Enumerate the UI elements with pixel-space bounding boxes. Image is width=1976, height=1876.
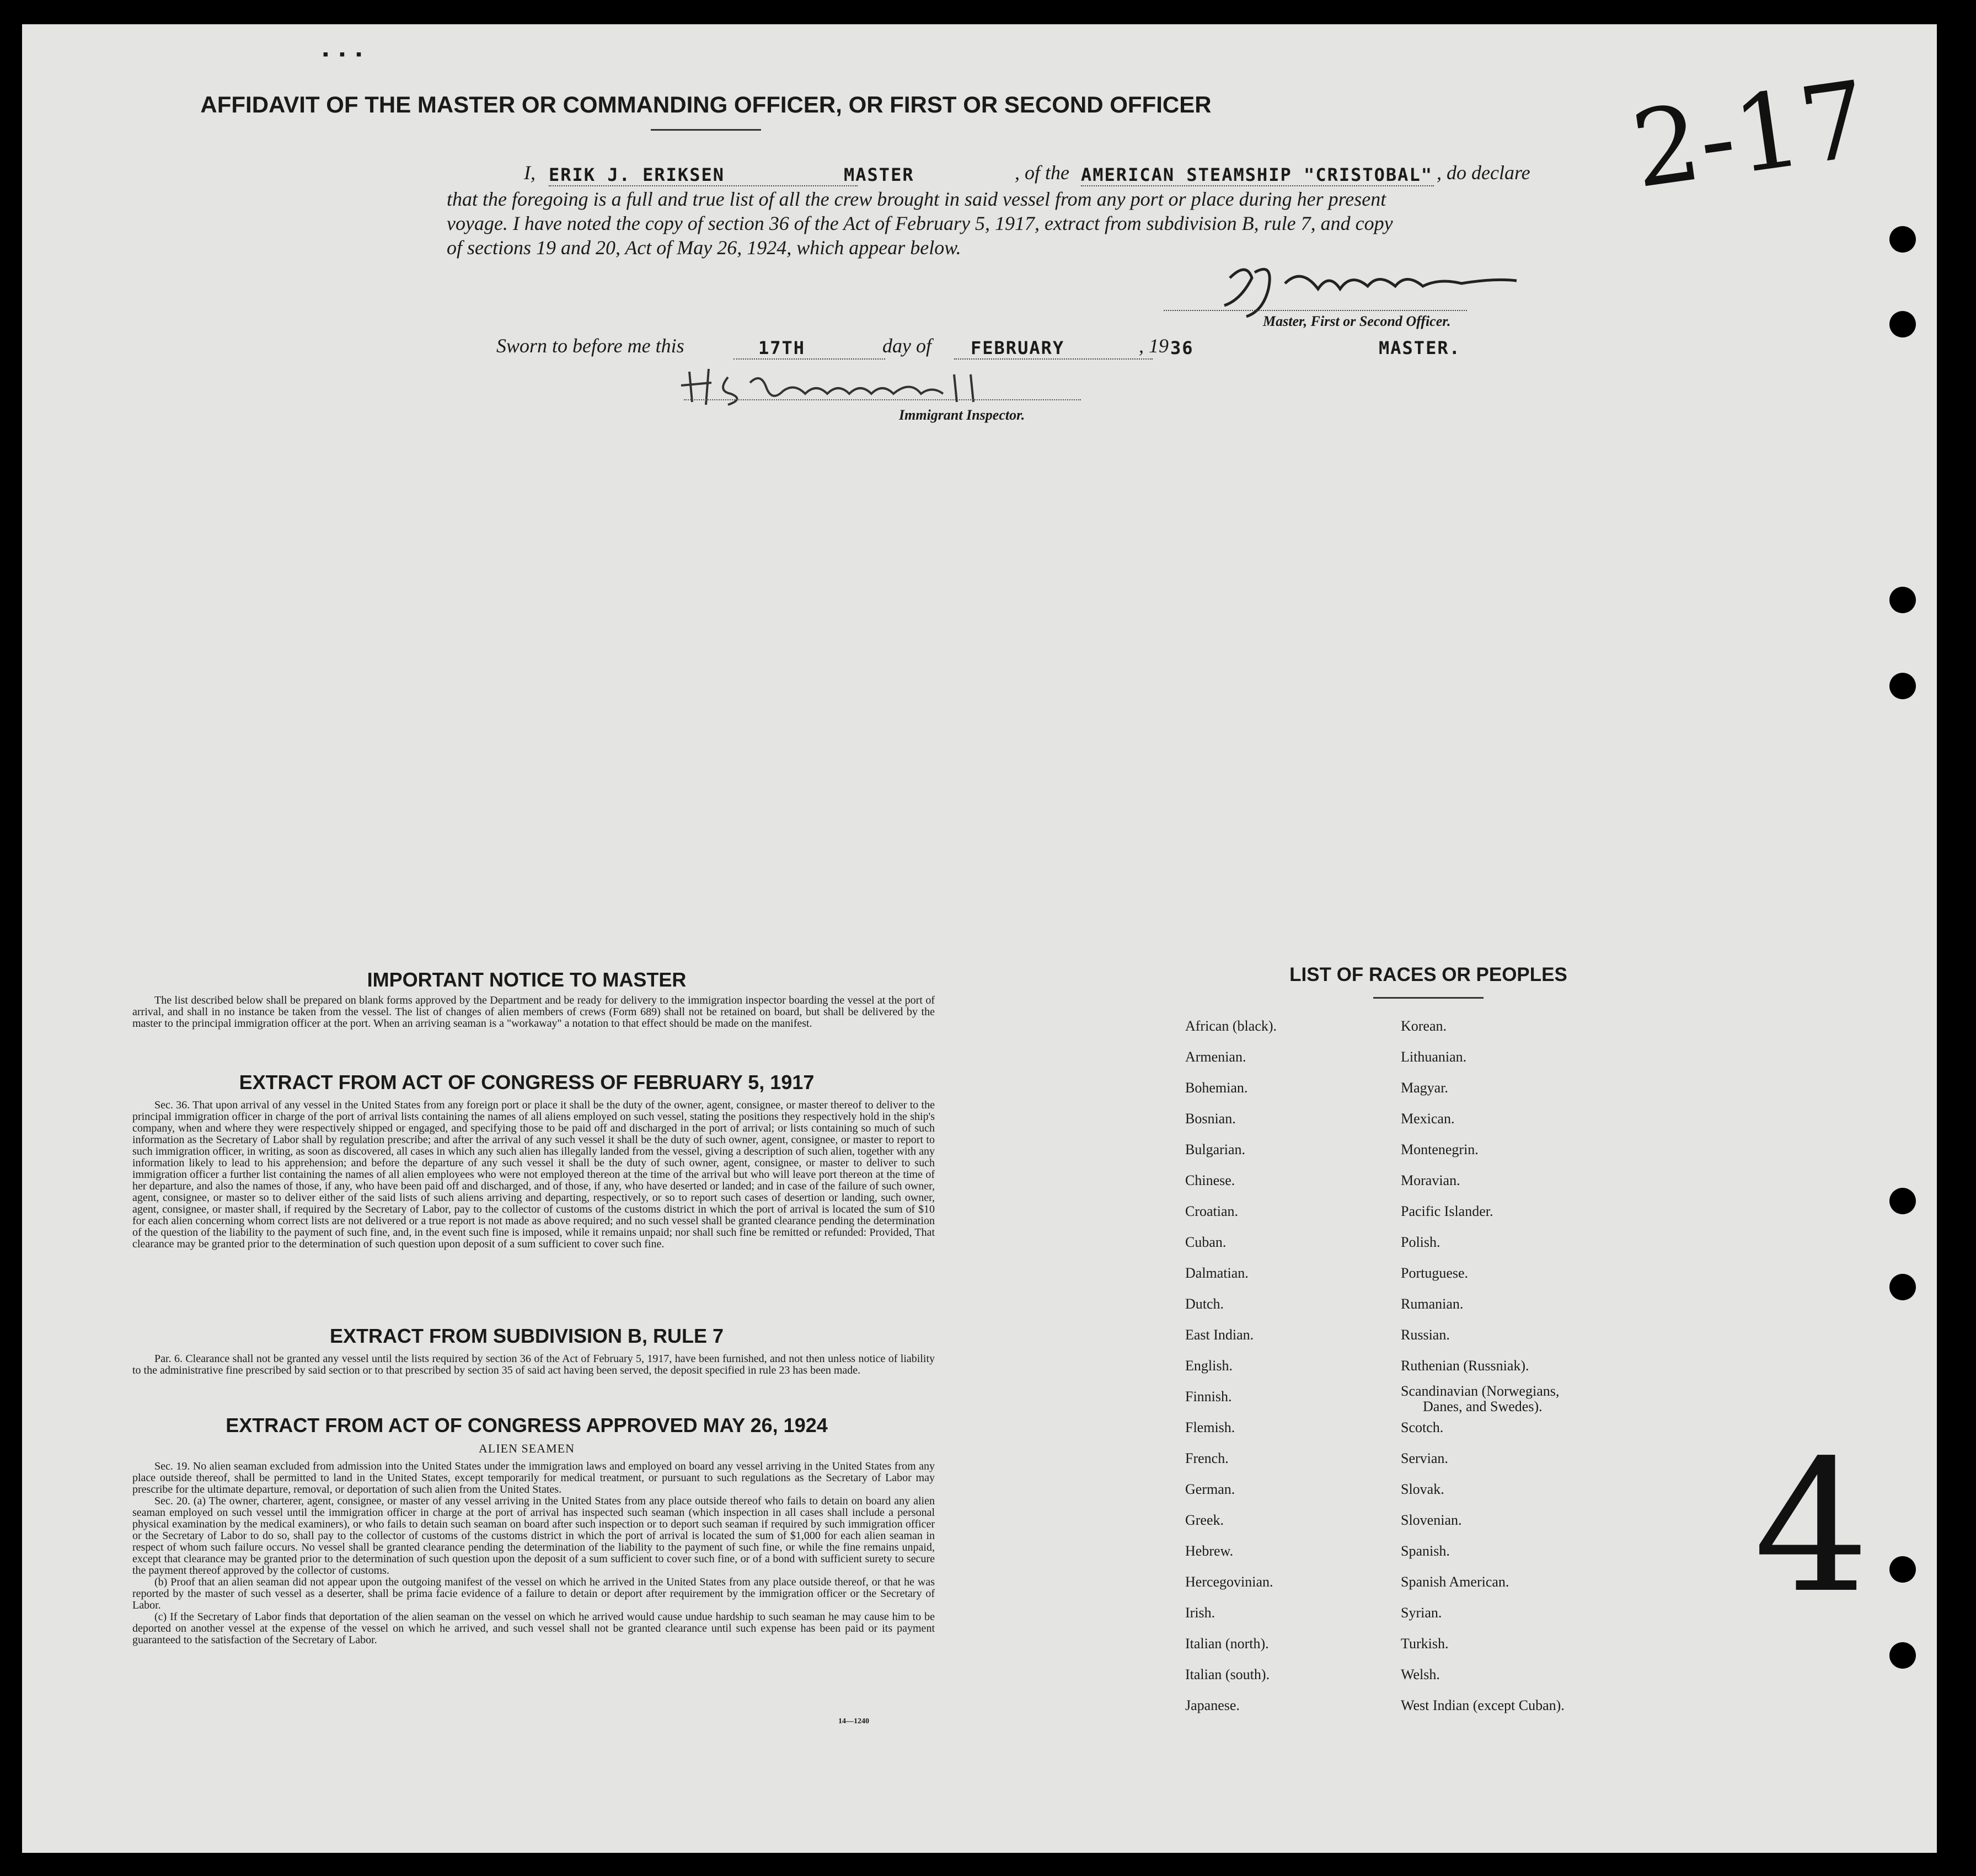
title-rule bbox=[651, 129, 761, 131]
sec-20b-paragraph: (b) Proof that an alien seaman did not appear upon the outgoing manifest of the vessel on which he arrived in the United States from any place outside thereof, or that he was reported by the master of such vessel as a deserter, shall be prima facie evidence of a failure to detain or deport after requirement by the immigration officer or the Secretary of Labor. bbox=[132, 1576, 935, 1611]
master-rank: MASTER bbox=[844, 164, 914, 185]
sworn-day-field: 17TH bbox=[733, 337, 885, 360]
handwritten-sheet-number: 4 bbox=[1754, 1421, 1870, 1633]
officer-title-typed: MASTER. bbox=[1379, 337, 1461, 358]
race-item: Armenian. bbox=[1185, 1049, 1246, 1065]
declaration-line-1 bbox=[441, 161, 1544, 187]
affidavit-title: AFFIDAVIT OF THE MASTER OR COMMANDING OFFICER, OR FIRST OR SECOND OFFICER bbox=[200, 92, 1212, 117]
races-title-rule bbox=[1373, 997, 1484, 999]
race-item: Polish. bbox=[1401, 1234, 1441, 1250]
race-item: Italian (south). bbox=[1185, 1666, 1270, 1682]
punch-hole bbox=[1889, 1642, 1916, 1669]
race-item: English. bbox=[1185, 1358, 1233, 1374]
race-item: Bohemian. bbox=[1185, 1080, 1248, 1096]
extract-1917-body bbox=[132, 1100, 935, 1250]
extract-1917-title: EXTRACT FROM ACT OF CONGRESS OF FEBRUARY 5, 1917 bbox=[239, 1071, 815, 1094]
race-item: Pacific Islander. bbox=[1401, 1203, 1493, 1219]
race-item: Mexican. bbox=[1401, 1111, 1455, 1127]
race-item: Moravian. bbox=[1401, 1172, 1460, 1188]
race-item: Hebrew. bbox=[1185, 1543, 1234, 1559]
of-the-text: , of the bbox=[1015, 162, 1069, 184]
punch-hole bbox=[1889, 1188, 1916, 1214]
race-item: Portuguese. bbox=[1401, 1265, 1469, 1281]
race-item: African (black). bbox=[1185, 1018, 1277, 1034]
notice-body bbox=[132, 995, 935, 1030]
race-item: Dalmatian. bbox=[1185, 1265, 1249, 1281]
race-item: German. bbox=[1185, 1481, 1235, 1497]
master-signature-line bbox=[1164, 310, 1467, 311]
punch-hole bbox=[1889, 226, 1916, 253]
race-item: Turkish. bbox=[1401, 1636, 1449, 1652]
race-item: Slovak. bbox=[1401, 1481, 1444, 1497]
race-item: Finnish. bbox=[1185, 1389, 1232, 1405]
sec-19-paragraph: Sec. 19. No alien seaman excluded from admission into the United States under the immigration laws and employed on board any vessel arriving in the United States from any place outside thereof, shall be permitted to land in the United States, except temporarily for medical treatment, or pursuant to such regulations as the Secretary of Labor may prescribe for the ultimate departure, removal, or deportation of such alien from the United States. bbox=[132, 1460, 935, 1496]
extract-1924-body bbox=[132, 1461, 935, 1646]
race-item: Scandinavian (Norwegians, bbox=[1401, 1383, 1560, 1399]
race-item: Italian (north). bbox=[1185, 1636, 1269, 1652]
declaration-line-3: voyage. I have noted the copy of section 36 of the Act of February 5, 1917, extract from subdivision B, rule 7, and copy bbox=[447, 212, 1393, 234]
race-item-continued: Danes, and Swedes). bbox=[1423, 1398, 1543, 1414]
sec-20a-paragraph: Sec. 20. (a) The owner, charterer, agent, consignee, or master of any vessel arriving in the United States from any place outside thereof who fails to detain on board any alien seaman employed on such vessel until the immigration officer in charge at the port of arrival has inspected such seaman (which inspection in all cases shall include a personal physical examination by the medical examiners), or who fails to detain such seaman on board after such inspection or to deport such seaman if required by such immigration officer or the Secretary of Labor to do so, shall pay to the collector of customs of the customs district in which the port of arrival is located the sum of $1,000 for each alien seaman in respect of whom such failure occurs. No vessel shall be granted clearance pending the determination of the liability to the payment of such fine, or while the fine remains unpaid, except that clearance may be granted prior to the determination of such question upon the deposit of a sum sufficient to cover such fine, or of a bond with sufficient surety to secure the payment thereof approved by the collector of customs. bbox=[132, 1495, 935, 1577]
race-item: Montenegrin. bbox=[1401, 1141, 1479, 1157]
race-item: Cuban. bbox=[1185, 1234, 1227, 1250]
race-item: Ruthenian (Russniak). bbox=[1401, 1358, 1529, 1374]
race-item: Hercegovinian. bbox=[1185, 1574, 1273, 1590]
sec-20c-paragraph: (c) If the Secretary of Labor finds that deportation of the alien seaman on the vessel on which he arrived would cause undue hardship to such seaman he may cause him to be deported on another vessel at the expense of the vessel on which he arrived, and such vessel shall not be granted clearance until such expense has been paid or its payment guaranteed to the satisfaction of the Secretary of Labor. bbox=[132, 1611, 935, 1646]
race-item: Russian. bbox=[1401, 1327, 1450, 1343]
race-item: Bosnian. bbox=[1185, 1111, 1236, 1127]
officer-caption: Master, First or Second Officer. bbox=[1263, 313, 1451, 329]
extract-1924-subtitle: ALIEN SEAMEN bbox=[479, 1441, 575, 1455]
extract-rule7-body bbox=[132, 1353, 935, 1376]
punch-hole bbox=[1889, 1556, 1916, 1583]
race-item: Welsh. bbox=[1401, 1666, 1440, 1682]
race-item: Slovenian. bbox=[1401, 1512, 1462, 1528]
race-item: Chinese. bbox=[1185, 1172, 1235, 1188]
punch-hole bbox=[1889, 1274, 1916, 1300]
race-item: Greek. bbox=[1185, 1512, 1224, 1528]
race-item: Spanish American. bbox=[1401, 1574, 1509, 1590]
race-item: Rumanian. bbox=[1401, 1296, 1464, 1312]
race-item: Korean. bbox=[1401, 1018, 1447, 1034]
race-item: Irish. bbox=[1185, 1605, 1215, 1621]
declaration-line-2: that the foregoing is a full and true list of all the crew brought in said vessel from any port or place during her present bbox=[447, 188, 1386, 210]
race-item: Scotch. bbox=[1401, 1419, 1444, 1435]
race-item: Syrian. bbox=[1401, 1605, 1442, 1621]
inspector-caption: Immigrant Inspector. bbox=[899, 407, 1025, 423]
form-number: 14—1240 bbox=[838, 1717, 869, 1725]
day-of-text: day of bbox=[882, 335, 931, 357]
handwritten-page-number: 2-17 bbox=[1625, 58, 1876, 212]
race-item: Bulgarian. bbox=[1185, 1141, 1246, 1157]
sworn-prefix: Sworn to before me this bbox=[496, 335, 684, 357]
sworn-month-field: FEBRUARY bbox=[954, 337, 1153, 360]
punch-hole bbox=[1889, 587, 1916, 613]
year-prefix: , 19 bbox=[1139, 335, 1169, 357]
race-item: Flemish. bbox=[1185, 1419, 1235, 1435]
race-item: Croatian. bbox=[1185, 1203, 1239, 1219]
inspector-signature-line bbox=[684, 399, 1081, 400]
vessel-name-field: AMERICAN STEAMSHIP "CRISTOBAL" bbox=[1081, 164, 1434, 186]
notice-title: IMPORTANT NOTICE TO MASTER bbox=[367, 968, 687, 991]
sworn-line bbox=[496, 334, 1489, 362]
race-item: East Indian. bbox=[1185, 1327, 1254, 1343]
do-declare-text: , do declare bbox=[1437, 162, 1530, 184]
master-name-field: ERIK J. ERIKSEN bbox=[549, 164, 858, 186]
race-item: Lithuanian. bbox=[1401, 1049, 1467, 1065]
race-item: Servian. bbox=[1401, 1450, 1448, 1466]
extract-rule7-title: EXTRACT FROM SUBDIVISION B, RULE 7 bbox=[329, 1325, 724, 1347]
sworn-year-field: 36 bbox=[1170, 337, 1194, 358]
race-item: French. bbox=[1185, 1450, 1229, 1466]
punch-hole bbox=[1889, 673, 1916, 699]
document-sheet bbox=[22, 24, 1937, 1853]
i-prefix: I, bbox=[524, 162, 535, 184]
extract-rule7-paragraph: Par. 6. Clearance shall not be granted any vessel until the lists required by section 36 of the Act of February 5, 1917, have been furnished, and not then unless notice of liability to the administrative fine prescribed by said section or to that prescribed by section 35 of said act having been served, the deposit specified in rule 23 has been made. bbox=[132, 1353, 935, 1376]
race-item: Japanese. bbox=[1185, 1697, 1240, 1713]
notice-paragraph: The list described below shall be prepared on blank forms approved by the Department and be ready for delivery to the immigration inspector boarding the vessel at the port of arrival, and shall in no instance be taken from the vessel. The list of changes of alien members of crews (Form 689) shall not be retained on board, but shall be delivered by the master to the principal immigration officer at the port. When an arriving seaman is a "workaway" a notation to that effect should be made on the manifest. bbox=[132, 994, 935, 1030]
race-item: West Indian (except Cuban). bbox=[1401, 1697, 1565, 1713]
corner-marks: ▪ ▪ ▪ bbox=[323, 45, 365, 63]
extract-1924-title: EXTRACT FROM ACT OF CONGRESS APPROVED MAY 26, 1924 bbox=[226, 1414, 828, 1437]
declaration-line-4: of sections 19 and 20, Act of May 26, 1924, which appear below. bbox=[447, 237, 961, 259]
race-item: Dutch. bbox=[1185, 1296, 1224, 1312]
punch-hole bbox=[1889, 311, 1916, 337]
inspector-signature bbox=[678, 361, 1097, 410]
extract-1917-paragraph: Sec. 36. That upon arrival of any vessel in the United States from any foreign port or place it shall be the duty of the owner, agent, consignee, or master thereof to deliver to the principal immigration officer in charge of the port of arrival lists containing the names of all aliens employed on such vessel, stating the positions they respectively hold in the ship's company, when and where they were respectively shipped or engaged, and specifying those to be paid off and discharged in the port of arrival; or lists containing so much of such information as the Secretary of Labor shall by regulation prescribe; and after the arrival of any such vessel it shall be the duty of such owner, agent, consignee, or master to report to such immigration officer, in writing, as soon as discovered, all cases in which any such alien has illegally landed from the vessel, giving a description of such alien, together with any information likely to lead to his apprehension; and before the departure of any such vessel it shall be the duty of such owner, agent, consignee, or master to deliver to such immigration officer a further list containing the names of all alien employees who were not employed thereon at the time of the arrival but who will leave port thereon at the time of her departure, and also the names of those, if any, who have been paid off and discharged, and of those, if any, who have deserted or landed; and in case of the failure of such owner, agent, consignee, or master so to deliver either of the said lists of such aliens arriving and departing, respectively, or so to report such cases of desertion or landing, such owner, agent, consignee, or master shall, if required by the Secretary of Labor, pay to the collector of customs of the customs district in which the port of arrival is located the sum of $10 for each alien concerning whom correct lists are not delivered or a true report is not made as above required; and no such vessel shall be granted clearance pending the determination of the question of the liability to the payment of such fine, and, in the event such fine is imposed, while it remains unpaid; nor shall such fine be remitted or refunded: Provided, That clearance may be granted prior to the determination of such question upon deposit of a sum sufficient to cover such fine. bbox=[132, 1099, 935, 1250]
races-title: LIST OF RACES OR PEOPLES bbox=[1289, 964, 1567, 985]
race-item: Magyar. bbox=[1401, 1080, 1448, 1096]
race-item: Spanish. bbox=[1401, 1543, 1450, 1559]
